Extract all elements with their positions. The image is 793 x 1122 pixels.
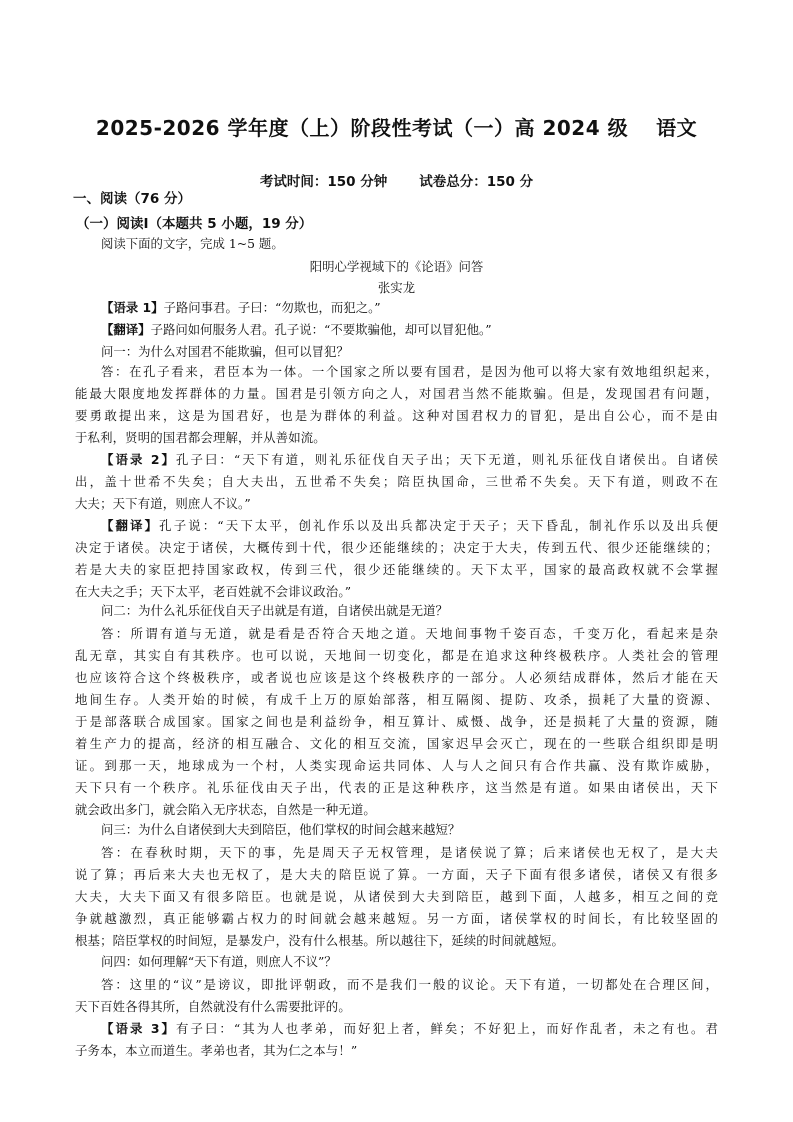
translation-tag: 【翻译】 [101, 518, 160, 533]
reading-instruction: 阅读下面的文字，完成 1~5 题。 [101, 236, 284, 251]
answer-3-line: 说了算；再后来大夫也无权了，是大夫的陪臣说了算。一方面，天子下面有很多诸侯，诸侯又有很多 [75, 867, 718, 882]
translation-text: 孔子说：“天下太平，创礼作乐以及出兵都决定于天子；天下昏乱，制礼作乐以及出兵便 [159, 518, 718, 533]
exam-title: 2025-2026 学年度（上）阶段性考试（一）高 2024 级 语文 [95, 116, 698, 140]
quote-3-line: 子务本，本立而道生。孝弟也者，其为仁之本与！” [75, 1043, 358, 1058]
answer-2-line: 答：所谓有道与无道，就是看是否符合天地之道。天地间事物千姿百态，千变万化，看起来是杂 [101, 626, 718, 641]
quote-text: 有子曰：“其为人也孝弟，而好犯上者，鲜矣；不好犯上，而好作乱者，未之有也。君 [176, 1021, 718, 1036]
answer-2-line: 天下只有一个秩序。礼乐征伐由天子出，代表的正是这种秩序，这当然是有道。如果由诸侯出，天下 [75, 780, 718, 795]
article-author: 张实龙 [377, 280, 416, 295]
answer-2-line: 着生产力的提高，经济的相互融合、文化的相互交流，国家迟早会灭亡，现在的一些联合组织即是明 [75, 736, 718, 751]
quote-2-line: 出，盖十世希不失矣；自大夫出，五世希不失矣；陪臣执国命，三世希不失矣。天下有道，则政不在 [75, 474, 718, 489]
answer-4-line: 天下百姓各得其所，自然就没有什么需要批评的。 [75, 999, 351, 1014]
answer-2-line: 地间生存。人类开始的时候，有成千上万的原始部落，相互隔阂、提防、攻杀，损耗了大量的资源、 [75, 692, 718, 707]
answer-3-line: 争就越激烈，真正能够霸占权力的时间就会越来越短。另一方面，诸侯掌权的时间长，有比较坚固的 [75, 911, 718, 926]
article-title: 阳明心学视域下的《论语》问答 [309, 259, 484, 274]
answer-3-line: 根基；陪臣掌权的时间短，是暴发户，没有什么根基。所以越往下，延续的时间就越短。 [75, 933, 565, 948]
translation-2-line: 在大夫之手；天下太平，老百姓就不会诽议政治。” [75, 584, 352, 599]
quote-2-line [75, 449, 718, 471]
translation-1 [101, 320, 492, 338]
translation-2-line [75, 515, 718, 537]
total-score: 试卷总分：150 分 [419, 174, 534, 190]
translation-text: 子路问如何服务人君。孔子说：“不要欺骗他，却可以冒犯他。” [150, 322, 492, 337]
question-3: 问三：为什么自诸侯到大夫到陪臣，他们掌权的时间会越来越短？ [101, 822, 461, 837]
question-1: 问一：为什么对国君不能欺骗，但可以冒犯？ [101, 344, 349, 359]
translation-2-line: 若是大夫的家臣把持国家政权，传到三代，很少还能继续的。天下太平，国家的最高政权就不会掌握 [75, 562, 718, 577]
answer-3-line: 大夫，大夫下面又有很多陪臣。也就是说，从诸侯到大夫到陪臣，越到下面，人越多，相互之间的竞 [75, 889, 718, 904]
answer-1-line: 于私利，贤明的国君都会理解，并从善如流。 [75, 430, 326, 445]
answer-1-line: 答：在孔子看来，君臣本为一体。一个国家之所以要有国君，是因为他可以将大家有效地组织起来， [101, 364, 718, 379]
section-heading: 一、阅读（76 分） [73, 191, 191, 207]
answer-2-line: 证。到那一天，地球成为一个村，人类实现命运共同体、人与人之间只有合作共赢、没有欺诈威胁， [75, 758, 718, 773]
question-4: 问四：如何理解“天下有道，则庶人不议”？ [101, 954, 337, 969]
answer-4-line: 答：这里的“议”是谤议，即批评朝政，而不是我们一般的议论。天下有道，一切都处在合理区间， [101, 977, 718, 992]
quote-tag: 【语录 1】 [101, 300, 164, 315]
answer-3-line: 答：在春秋时期，天下的事，先是周天子无权管理，是诸侯说了算；后来诸侯也无权了，是大夫 [101, 845, 718, 860]
answer-2-line: 于是部落联合成国家。国家之间也是利益纷争，相互算计、威慑、战争，还是损耗了大量的资源，随 [75, 714, 718, 729]
answer-1-line: 能最大限度地发挥群体的力量。国君是引领方向之人，对国君当然不能欺骗。但是，发现国君有问题， [75, 386, 718, 401]
quote-tag: 【语录 2】 [101, 452, 176, 467]
quote-2-line: 大夫；天下有道，则庶人不议。” [75, 496, 251, 511]
answer-1-line: 要勇敢提出来，这是为国君好，也是为群体的利益。这种对国君权力的冒犯，是出自公心，而不是由 [75, 408, 718, 423]
question-2: 问二：为什么礼乐征伐自天子出就是有道，自诸侯出就是无道？ [101, 603, 448, 618]
quote-3-line [75, 1018, 718, 1040]
quote-tag: 【语录 3】 [101, 1021, 176, 1036]
answer-2-line: 乱无章，其实自有其秩序。也可以说，天地间一切变化，都是在追求这种终极秩序。人类社会的管理 [75, 648, 718, 663]
quote-text: 孔子曰：“天下有道，则礼乐征伐自天子出；天下无道，则礼乐征伐自诸侯出。自诸侯 [176, 452, 718, 467]
translation-tag: 【翻译】 [101, 322, 151, 337]
quote-1 [101, 298, 381, 316]
quote-text: 子路问事君。子曰：“勿欺也，而犯之。” [163, 300, 381, 315]
answer-2-line: 就会政出多门，就会陷入无序状态，自然是一种无道。 [75, 802, 376, 817]
subsection-heading: （一）阅读Ⅰ（本题共 5 小题，19 分） [76, 216, 313, 232]
translation-2-line: 决定于诸侯。决定于诸侯，大概传到十代，很少还能继续的；决定于大夫，传到五代、很少还能继续的； [75, 540, 718, 555]
exam-time: 考试时间：150 分钟 [259, 174, 388, 190]
answer-2-line: 也应该符合这个终极秩序，或者说也应该是这个终极秩序的一部分。人必须结成群体，然后才能在天 [75, 670, 718, 685]
